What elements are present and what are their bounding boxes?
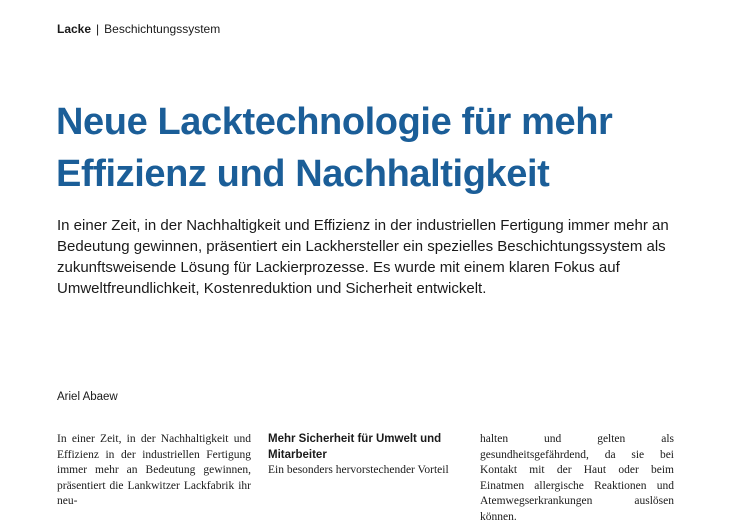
body-column-2 [268,432,462,493]
rubric-category: Lacke [57,22,92,36]
article-title: Neue Lacktechnologie für mehr Effizienz und Nachhaltigkeit [56,101,613,195]
article-lead: In einer Zeit, in der Nachhaltigkeit und Effizienz in der industriellen Fertigung immer mehr an Bedeutung gewinnen, präsentiert ein Lackhersteller ein spezielles Beschichtungssystem als zukunftsweisende Lösung für Lackierprozesse. Es wurde mit einem klaren Fokus auf Umweltfreundlichkeit, Kostenreduktion und Sicherheit entwickelt. [57,217,669,297]
rubric-separator: | [96,22,100,36]
body-column-2-text: Ein besonders hervorstechender Vorteil [268,464,449,477]
rubric-subcategory: Beschichtungssystem [104,22,221,36]
body-column-3 [480,432,674,523]
section-rubric [57,21,220,37]
body-column-3-text: halten und gelten als gesundheitsgefährdend, da sie bei Kontakt mit der Haut oder beim Einatmen allergische Reaktionen und Atemwegserkrankungen auslösen können. [480,433,674,523]
section-heading: Mehr Sicherheit für Umwelt und Mitarbeiter [268,433,442,461]
body-column-1-text: In einer Zeit, in der Nachhaltigkeit und Effizienz in der industriellen Fertigung immer mehr an Bedeutung gewinnen, präsentiert die Lankwitzer Lackfabrik ihr neu- [57,433,251,508]
body-column-1 [57,432,251,508]
article-author: Ariel Abaew [57,391,118,403]
